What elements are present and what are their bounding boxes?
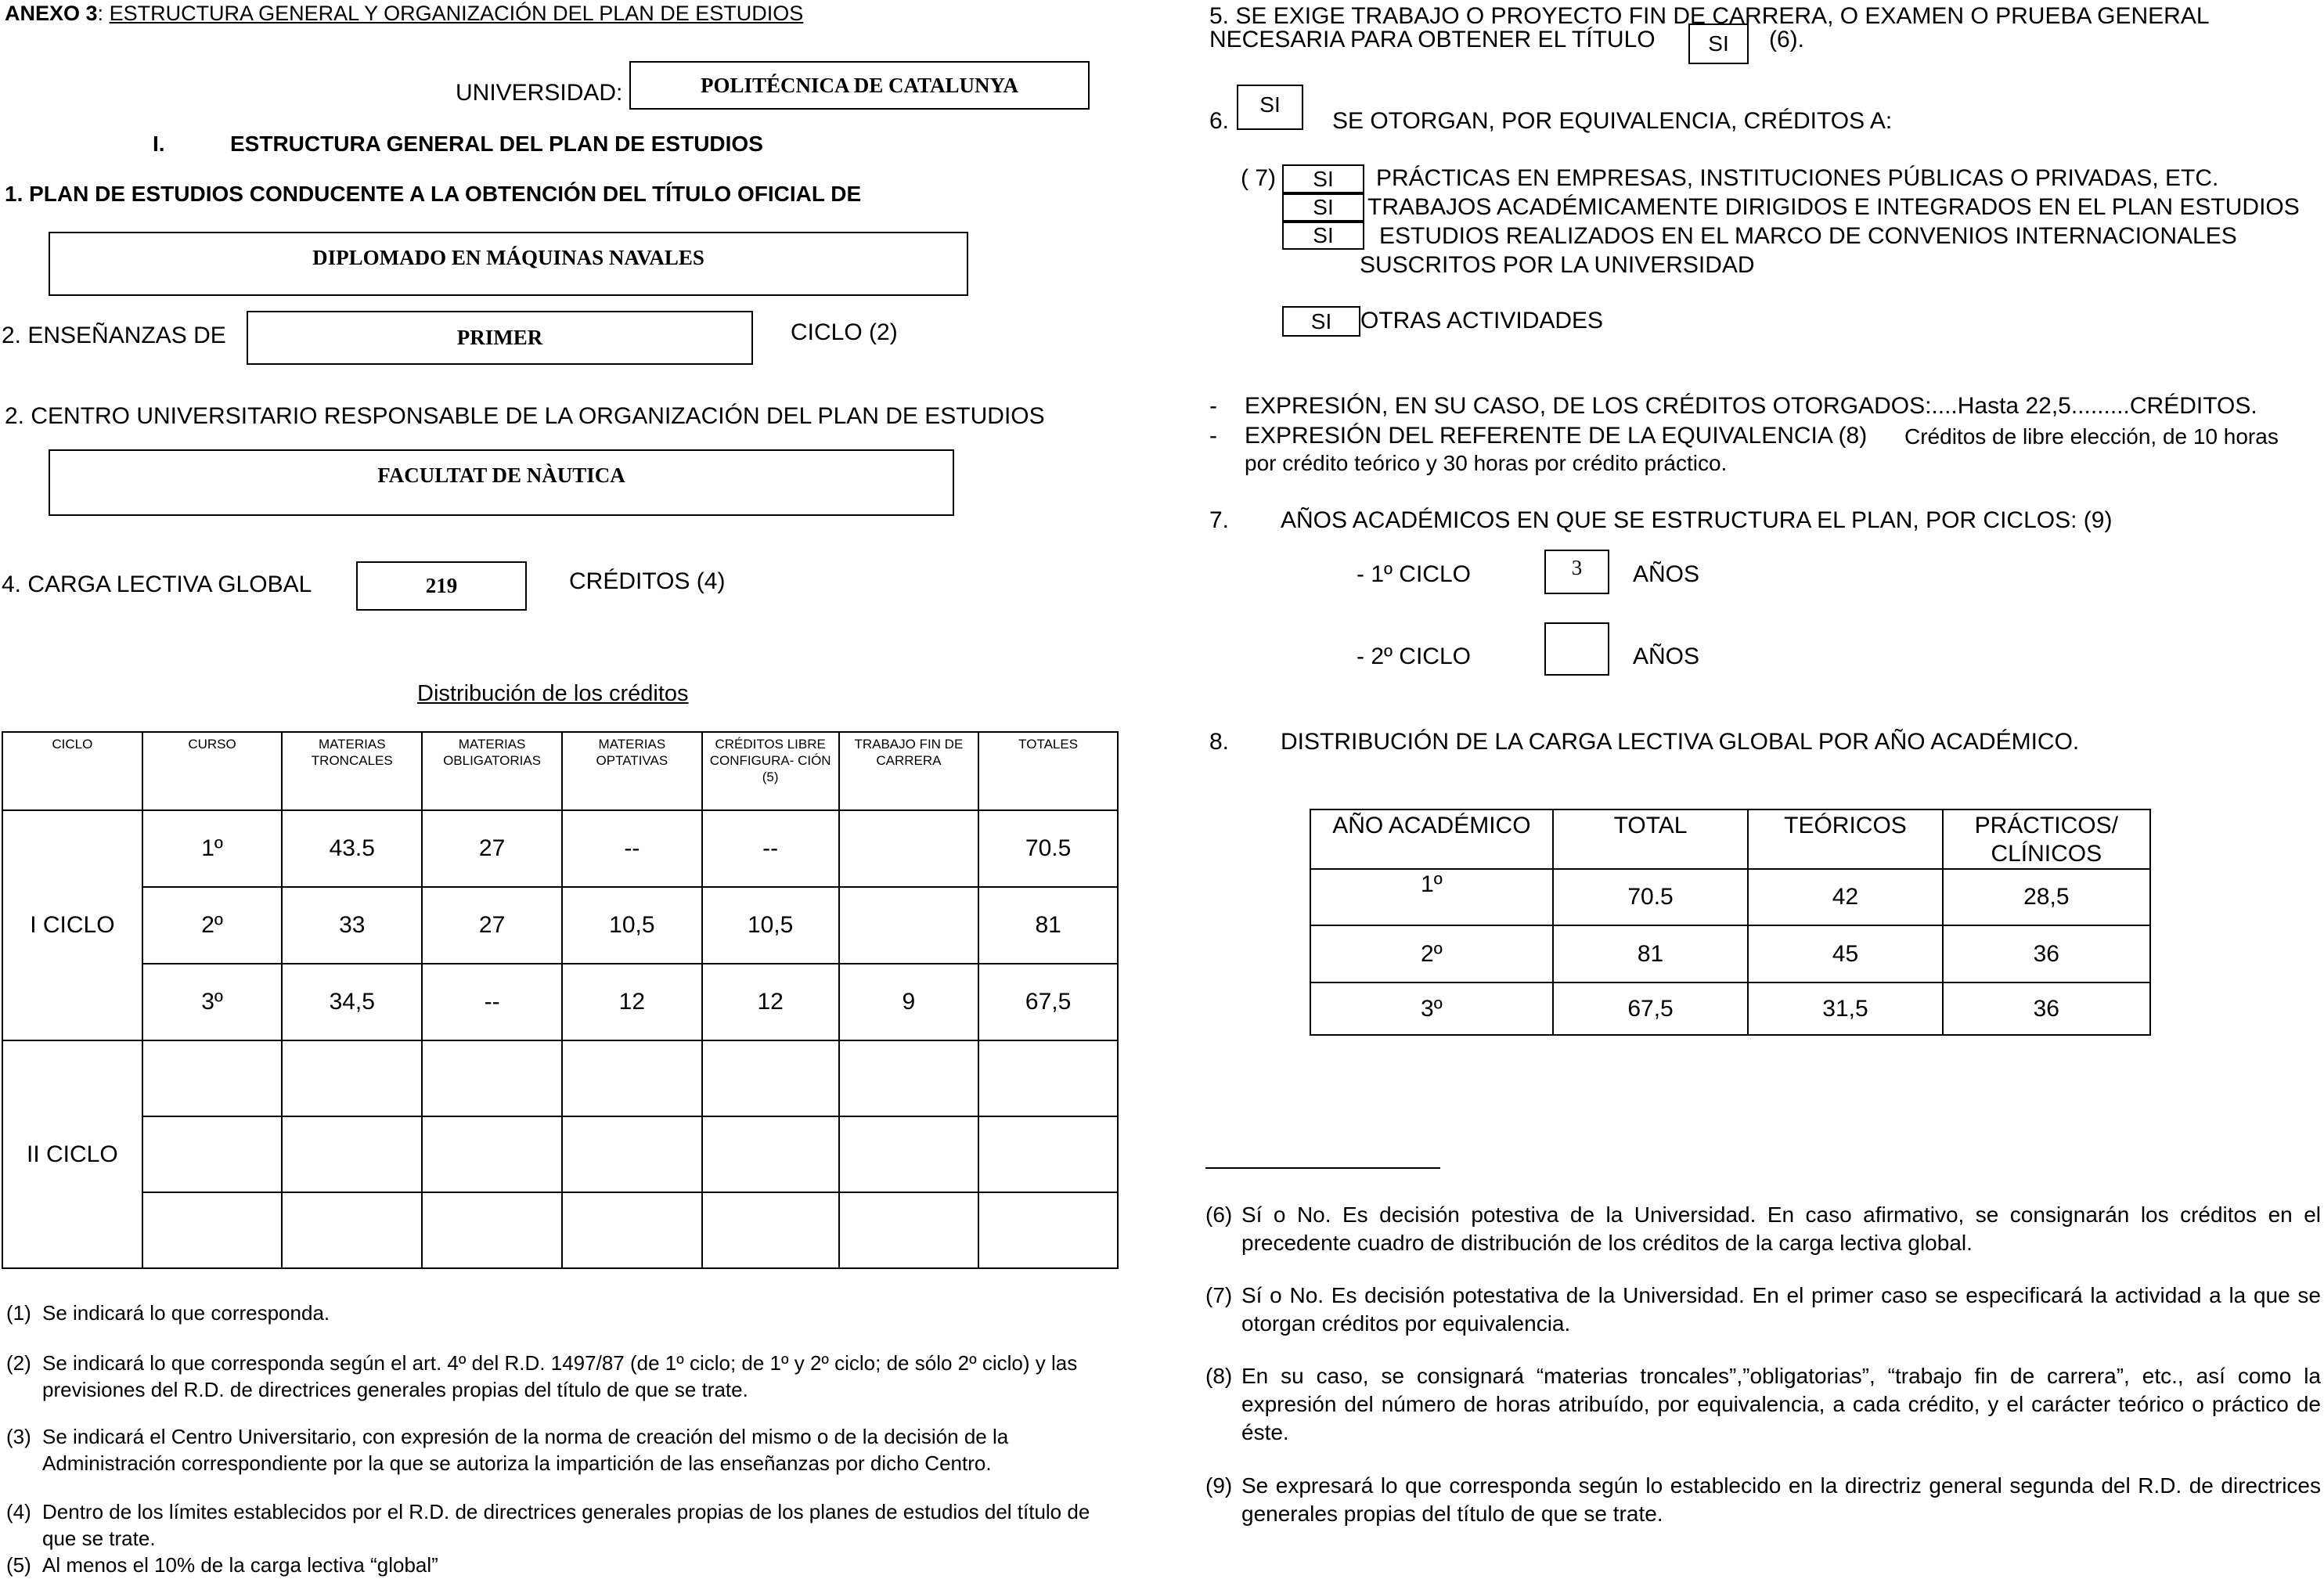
ensenanzas-field[interactable]: PRIMER xyxy=(247,311,753,365)
item2a-suffix: CICLO (2) xyxy=(791,319,898,345)
footnote-num: (8) xyxy=(1205,1364,1233,1388)
table-cell: 42 xyxy=(1748,869,1942,925)
table-cell: 70.5 xyxy=(1553,869,1749,925)
item1-label: 1. PLAN DE ESTUDIOS CONDUCENTE A LA OBTENCIÓN DEL TÍTULO OFICIAL DE xyxy=(5,182,862,206)
table-row xyxy=(2,887,1118,964)
table-cell xyxy=(562,1116,702,1192)
table-cell xyxy=(702,1192,839,1268)
table-cell xyxy=(282,1192,422,1268)
item6-label: SE OTORGAN, POR EQUIVALENCIA, CRÉDITOS A: xyxy=(1332,108,1893,134)
footnote-num: (9) xyxy=(1205,1473,1233,1498)
expresion2-line1a: EXPRESIÓN DEL REFERENTE DE LA EQUIVALENCIA (8) xyxy=(1245,423,1868,449)
item5-line1: 5. SE EXIGE TRABAJO O PROYECTO FIN DE CARRERA, O EXAMEN O PRUEBA GENERAL xyxy=(1209,3,2210,29)
table-cell xyxy=(422,1040,562,1116)
table-cell: 10,5 xyxy=(562,887,702,964)
footnote-6 xyxy=(1205,1201,2321,1257)
footnote-1 xyxy=(6,1300,1118,1326)
table-cell xyxy=(839,887,979,964)
practicas-field[interactable]: SI xyxy=(1282,164,1364,193)
item2b-label: 2. CENTRO UNIVERSITARIO RESPONSABLE DE LA ORGANIZACIÓN DEL PLAN DE ESTUDIOS xyxy=(5,403,1045,429)
ciclo1-label: - 1º CICLO xyxy=(1357,561,1471,587)
table-cell xyxy=(978,1040,1118,1116)
footnote-num: (3) xyxy=(6,1425,31,1448)
footnote-7 xyxy=(1205,1282,2321,1338)
footnote-num: (6) xyxy=(1205,1202,1233,1227)
table-cell: 27 xyxy=(422,887,562,964)
practicas-text: PRÁCTICAS EN EMPRESAS, INSTITUCIONES PÚBLICAS O PRIVADAS, ETC. xyxy=(1376,165,2219,191)
expresion2-line2: por crédito teórico y 30 horas por crédito práctico. xyxy=(1245,451,1728,475)
table-cell: -- xyxy=(702,810,839,887)
ciclo2-label: - 2º CICLO xyxy=(1357,644,1471,669)
footnote-text: Se indicará lo que corresponda. xyxy=(42,1301,330,1325)
ciclo2-anos-field[interactable] xyxy=(1544,622,1609,676)
footnote-text: Se expresará lo que corresponda según lo establecido en la directriz general segunda del R.D. de directrices generales propias del título de que se trate. xyxy=(1241,1473,2321,1526)
footnote-num: (5) xyxy=(6,1553,31,1577)
footnote-text: Se indicará el Centro Universitario, con expresión de la norma de creación del mismo o de la decisión de la Administración correspondiente por la que se autoriza la impartición de las enseñanzas por dicho Centro. xyxy=(42,1425,1009,1475)
table-cell: 3º xyxy=(1310,982,1553,1035)
trabajo-fin-field[interactable]: SI xyxy=(1688,23,1749,64)
table-cell: 2º xyxy=(142,887,283,964)
anexo-title: ESTRUCTURA GENERAL Y ORGANIZACIÓN DEL PLAN DE ESTUDIOS xyxy=(109,2,804,25)
header-practicos: PRÁCTICOS/ CLÍNICOS xyxy=(1943,809,2150,869)
table-cell xyxy=(839,1192,979,1268)
table-cell: 36 xyxy=(1943,982,2150,1035)
table-cell: 12 xyxy=(702,964,839,1040)
header-totales: TOTALES xyxy=(978,732,1118,810)
table-cell xyxy=(839,810,979,887)
otras-text: OTRAS ACTIVIDADES xyxy=(1360,308,1604,334)
footnote-text: Sí o No. Es decisión potestativa de la Universidad. En el primer caso se especificará la actividad a la que se otorgan créditos por equivalencia. xyxy=(1241,1283,2321,1336)
header-obligatorias: MATERIAS OBLIGATORIAS xyxy=(422,732,562,810)
ciclo2-suffix: AÑOS xyxy=(1633,644,1700,669)
table-cell xyxy=(142,1192,283,1268)
footnote-4 xyxy=(6,1498,1094,1552)
expresion2-line1b: Créditos de libre elección, de 10 horas xyxy=(1904,424,2279,449)
table-cell xyxy=(978,1192,1118,1268)
anexo-heading: ANEXO 3: ESTRUCTURA GENERAL Y ORGANIZACIÓN DEL PLAN DE ESTUDIOS xyxy=(5,2,804,25)
table-cell xyxy=(562,1192,702,1268)
footnote-9 xyxy=(1205,1472,2321,1528)
table-row xyxy=(1310,869,2150,925)
table-cell: -- xyxy=(422,964,562,1040)
header-total: TOTAL xyxy=(1553,809,1749,869)
item7-num: 7. xyxy=(1209,507,1230,533)
convenios-text-2: SUSCRITOS POR LA UNIVERSIDAD xyxy=(1360,252,1755,278)
centro-field[interactable]: FACULTAT DE NÀUTICA xyxy=(49,449,954,516)
carga-field[interactable]: 219 xyxy=(356,561,527,611)
distribucion-table xyxy=(2,731,1119,1269)
ciclo1-suffix: AÑOS xyxy=(1633,561,1700,587)
footnote-3 xyxy=(6,1423,1094,1476)
table-cell: 1º xyxy=(1310,869,1553,925)
item7-label: AÑOS ACADÉMICOS EN QUE SE ESTRUCTURA EL PLAN, POR CICLOS: (9) xyxy=(1281,507,2113,533)
table-cell: 36 xyxy=(1943,925,2150,982)
ciclo-ii-cell: II CICLO xyxy=(2,1040,142,1268)
ciclo-i-cell: I CICLO xyxy=(2,810,142,1040)
distribucion-header-row xyxy=(2,732,1118,810)
header-optativas: MATERIAS OPTATIVAS xyxy=(562,732,702,810)
table-cell xyxy=(702,1116,839,1192)
table-cell: 10,5 xyxy=(702,887,839,964)
section-i-title: ESTRUCTURA GENERAL DEL PLAN DE ESTUDIOS xyxy=(230,132,763,156)
table-cell: 28,5 xyxy=(1943,869,2150,925)
table-row xyxy=(1310,982,2150,1035)
anexo-label: ANEXO 3 xyxy=(5,2,98,25)
table-row xyxy=(2,964,1118,1040)
table-cell xyxy=(562,1040,702,1116)
footnote-num: (2) xyxy=(6,1351,31,1375)
footnote-num: (1) xyxy=(6,1301,31,1325)
footnote-text: En su caso, se consignará “materias troncales”,”obligatorias”, “trabajo fin de carrera”, etc., así como la expresión del número de horas atribuído, por equivalencia, a cada crédito, y el carácter teórico o práctico de éste. xyxy=(1241,1364,2321,1444)
header-trabajo-fin: TRABAJO FIN DE CARRERA xyxy=(839,732,979,810)
otras-field[interactable]: SI xyxy=(1282,306,1360,337)
table-cell: 27 xyxy=(422,810,562,887)
table-cell: 81 xyxy=(1553,925,1749,982)
header-ciclo: CICLO xyxy=(2,732,142,810)
universidad-label: UNIVERSIDAD: xyxy=(456,80,623,106)
header-libre-configuracion: CRÉDITOS LIBRE CONFIGURA- CIÓN (5) xyxy=(702,732,839,810)
table-cell: 12 xyxy=(562,964,702,1040)
table-row xyxy=(2,810,1118,887)
table-cell: 9 xyxy=(839,964,979,1040)
header-troncales: MATERIAS TRONCALES xyxy=(282,732,422,810)
section-i-num: I. xyxy=(153,132,165,156)
header-ano: AÑO ACADÉMICO xyxy=(1310,809,1553,869)
convenios-field[interactable]: SI xyxy=(1282,222,1364,250)
distribucion-title: Distribución de los créditos xyxy=(417,681,689,706)
footnote-num: (4) xyxy=(6,1500,31,1523)
universidad-field[interactable]: POLITÉCNICA DE CATALUNYA xyxy=(629,61,1090,110)
table-cell xyxy=(978,1116,1118,1192)
table-cell xyxy=(422,1192,562,1268)
footnote-2 xyxy=(6,1350,1118,1403)
table-cell: 2º xyxy=(1310,925,1553,982)
table-cell: 70.5 xyxy=(978,810,1118,887)
convenios-text: ESTUDIOS REALIZADOS EN EL MARCO DE CONVENIOS INTERNACIONALES xyxy=(1379,223,2237,249)
table-cell xyxy=(839,1040,979,1116)
table-cell xyxy=(282,1040,422,1116)
table-cell xyxy=(422,1116,562,1192)
item5-line2: NECESARIA PARA OBTENER EL TÍTULO xyxy=(1209,27,1656,52)
footnote-text: Dentro de los límites establecidos por el R.D. de directrices generales propias de los planes de estudios del título de que se trate. xyxy=(42,1500,1090,1550)
table-cell: 1º xyxy=(142,810,283,887)
table-cell: 81 xyxy=(978,887,1118,964)
titulo-field[interactable]: DIPLOMADO EN MÁQUINAS NAVALES xyxy=(49,232,968,296)
table-cell: 3º xyxy=(142,964,283,1040)
footnote-text: Sí o No. Es decisión potestiva de la Universidad. En caso afirmativo, se consignarán los créditos en el precedente cuadro de distribución de los créditos de la carga lectiva global. xyxy=(1241,1202,2321,1255)
item4-suffix: CRÉDITOS (4) xyxy=(569,568,726,594)
table-cell xyxy=(282,1116,422,1192)
table-row xyxy=(2,1040,1118,1116)
header-teoricos: TEÓRICOS xyxy=(1748,809,1942,869)
table-cell: 43.5 xyxy=(282,810,422,887)
item6-num: 6. xyxy=(1209,108,1230,134)
table-cell xyxy=(839,1116,979,1192)
carga-table xyxy=(1310,809,2151,1036)
footnote-divider xyxy=(1205,1167,1440,1169)
table-cell xyxy=(142,1116,283,1192)
table-row xyxy=(1310,925,2150,982)
table-cell: -- xyxy=(562,810,702,887)
table-row xyxy=(2,1192,1118,1268)
expresion2-dash: - xyxy=(1209,423,1217,449)
table-cell: 33 xyxy=(282,887,422,964)
item8-num: 8. xyxy=(1209,729,1230,755)
expresion1-dash: - xyxy=(1209,393,1217,419)
footnote-text: Se indicará lo que corresponda según el art. 4º del R.D. 1497/87 (de 1º ciclo; de 1º y 2º ciclo; de sólo 2º ciclo) y las previsiones del R.D. de directrices generales propias del título de que se trate. xyxy=(42,1351,1078,1401)
table-row xyxy=(2,1116,1118,1192)
table-cell xyxy=(702,1040,839,1116)
item5-suffix: (6). xyxy=(1769,27,1804,52)
item6-ref: ( 7) xyxy=(1241,165,1276,191)
table-cell: 45 xyxy=(1748,925,1942,982)
item2a-label: 2. ENSEÑANZAS DE xyxy=(2,323,226,348)
table-cell: 34,5 xyxy=(282,964,422,1040)
trabajos-field[interactable]: SI xyxy=(1282,193,1364,222)
footnote-8 xyxy=(1205,1362,2321,1447)
table-cell xyxy=(142,1040,283,1116)
header-curso: CURSO xyxy=(142,732,283,810)
item4-label: 4. CARGA LECTIVA GLOBAL xyxy=(2,571,312,597)
item8-label: DISTRIBUCIÓN DE LA CARGA LECTIVA GLOBAL POR AÑO ACADÉMICO. xyxy=(1281,729,2080,755)
trabajos-text: TRABAJOS ACADÉMICAMENTE DIRIGIDOS E INTEGRADOS EN EL PLAN ESTUDIOS xyxy=(1367,194,2300,220)
footnote-5 xyxy=(6,1552,1094,1578)
carga-header-row xyxy=(1310,809,2150,869)
table-cell: 67,5 xyxy=(1553,982,1749,1035)
footnote-text: Al menos el 10% de la carga lectiva “global” xyxy=(42,1553,438,1577)
ciclo1-anos-field[interactable]: 3 xyxy=(1544,550,1609,594)
table-cell: 31,5 xyxy=(1748,982,1942,1035)
table-cell: 67,5 xyxy=(978,964,1118,1040)
expresion1-text: EXPRESIÓN, EN SU CASO, DE LOS CRÉDITOS OTORGADOS:....Hasta 22,5.........CRÉDITOS. xyxy=(1245,393,2257,419)
equivalencia-field[interactable]: SI xyxy=(1237,85,1303,130)
footnote-num: (7) xyxy=(1205,1283,1233,1307)
